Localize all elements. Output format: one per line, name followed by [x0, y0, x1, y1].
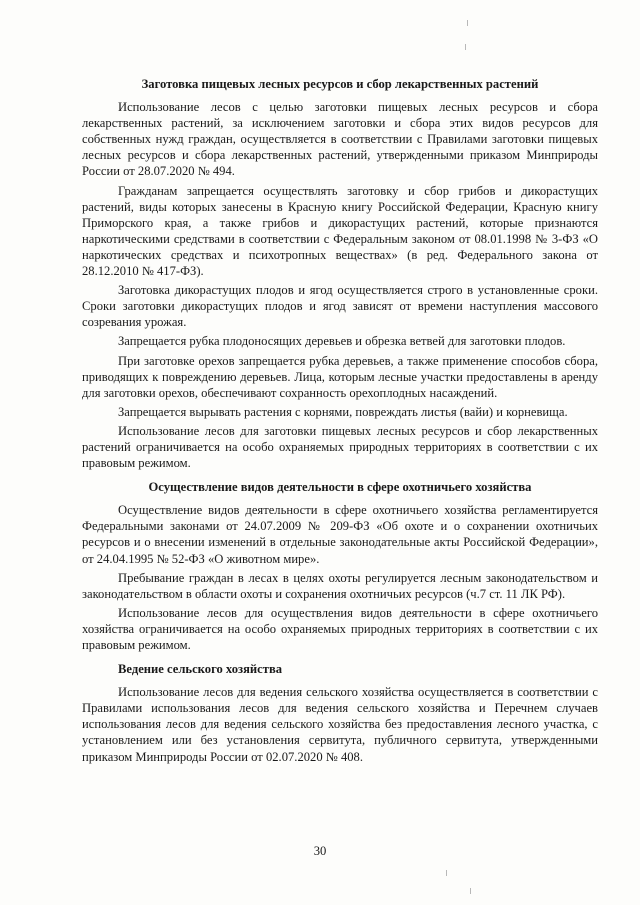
scan-speck	[446, 870, 447, 876]
page-number: 30	[313, 844, 327, 858]
paragraph: Заготовка дикорастущих плодов и ягод осуществляется строго в установленные сроки. Сроки заготовки дикорастущих плодов и ягод зависят от времени наступления массового созревания урожая.	[82, 283, 598, 330]
paragraph: Гражданам запрещается осуществлять заготовку и сбор грибов и дикорастущих растений, виды которых занесены в Красную книгу Российской Федерации, Красную книгу Приморского края, а также грибов и дикорастущих растений, которые признаются наркотическими средствами в соответствии с Федеральным законом от 08.01.1998 № 3-ФЗ «О наркотических средствах и психотропных веществах» (в ред. Федерального закона от 28.12.2010 № 417-ФЗ).	[82, 183, 598, 279]
scan-speck	[467, 20, 468, 26]
paragraph: Запрещается вырывать растения с корнями, повреждать листья (вайи) и корневища.	[118, 404, 568, 419]
section-title: Заготовка пищевых лесных ресурсов и сбор лекарственных растений	[141, 77, 539, 91]
section-hunting	[82, 479, 598, 653]
paragraph: Использование лесов для заготовки пищевых лесных ресурсов и сбор лекарственных растений ограничивается на особо охраняемых природных территориях в соответствии с их правовым режимом.	[82, 423, 598, 471]
paragraph: При заготовке орехов запрещается рубка деревьев, а также применение способов сбора, приводящих к повреждению деревьев. Лица, которым лесные участки предоставлены в аренду для заготовки орехов, обеспечивают сохранность орехоплодных насаждений.	[82, 353, 598, 400]
section-title: Ведение сельского хозяйства	[118, 662, 283, 677]
section-title: Осуществление видов деятельности в сфере охотничьего хозяйства	[148, 480, 532, 495]
section-agriculture	[82, 661, 598, 765]
section-food-resources	[82, 76, 598, 471]
document-body	[82, 76, 598, 773]
paragraph: Запрещается рубка плодоносящих деревьев и обрезка ветвей для заготовки плодов.	[118, 334, 566, 349]
paragraph: Использование лесов с целью заготовки пищевых лесных ресурсов и сбора лекарственных растений, за исключением заготовки и сбора этих видов ресурсов для собственных нужд граждан, осуществляется в соответствии с Правилами заготовки пищевых лесных ресурсов и сбора лекарственных растений, утвержденными приказом Минприроды России от 28.07.2020 № 494.	[82, 100, 598, 179]
paragraph: Осуществление видов деятельности в сфере охотничьего хозяйства регламентируется Федеральными законами от 24.07.2009 № 209-ФЗ «Об охоте и о сохранении охотничьих ресурсов и о внесении изменений в отдельные законодательные акты Российской Федерации», от 24.04.1995 № 52-ФЗ «О животном мире».	[82, 503, 598, 566]
paragraph: Пребывание граждан в лесах в целях охоты регулируется лесным законодательством и законодательством в области охоты и сохранения охотничьих ресурсов (ч.7 ст. 11 ЛК РФ).	[82, 570, 598, 601]
paragraph: Использование лесов для осуществления видов деятельности в сфере охотничьего хозяйства ограничивается на особо охраняемых природных территориях в соответствии с их правовым режимом.	[82, 605, 598, 652]
scan-speck	[465, 44, 466, 50]
paragraph: Использование лесов для ведения сельского хозяйства осуществляется в соответствии с Правилами использования лесов для ведения сельского хозяйства и Перечнем случаев использования лесов для ведения сельского хозяйства без предоставления лесного участка, с установлением или без установления сервитута, публичного сервитута, утвержденными приказом Минприроды России от 02.07.2020 № 408.	[82, 685, 598, 764]
scan-speck	[470, 888, 471, 894]
